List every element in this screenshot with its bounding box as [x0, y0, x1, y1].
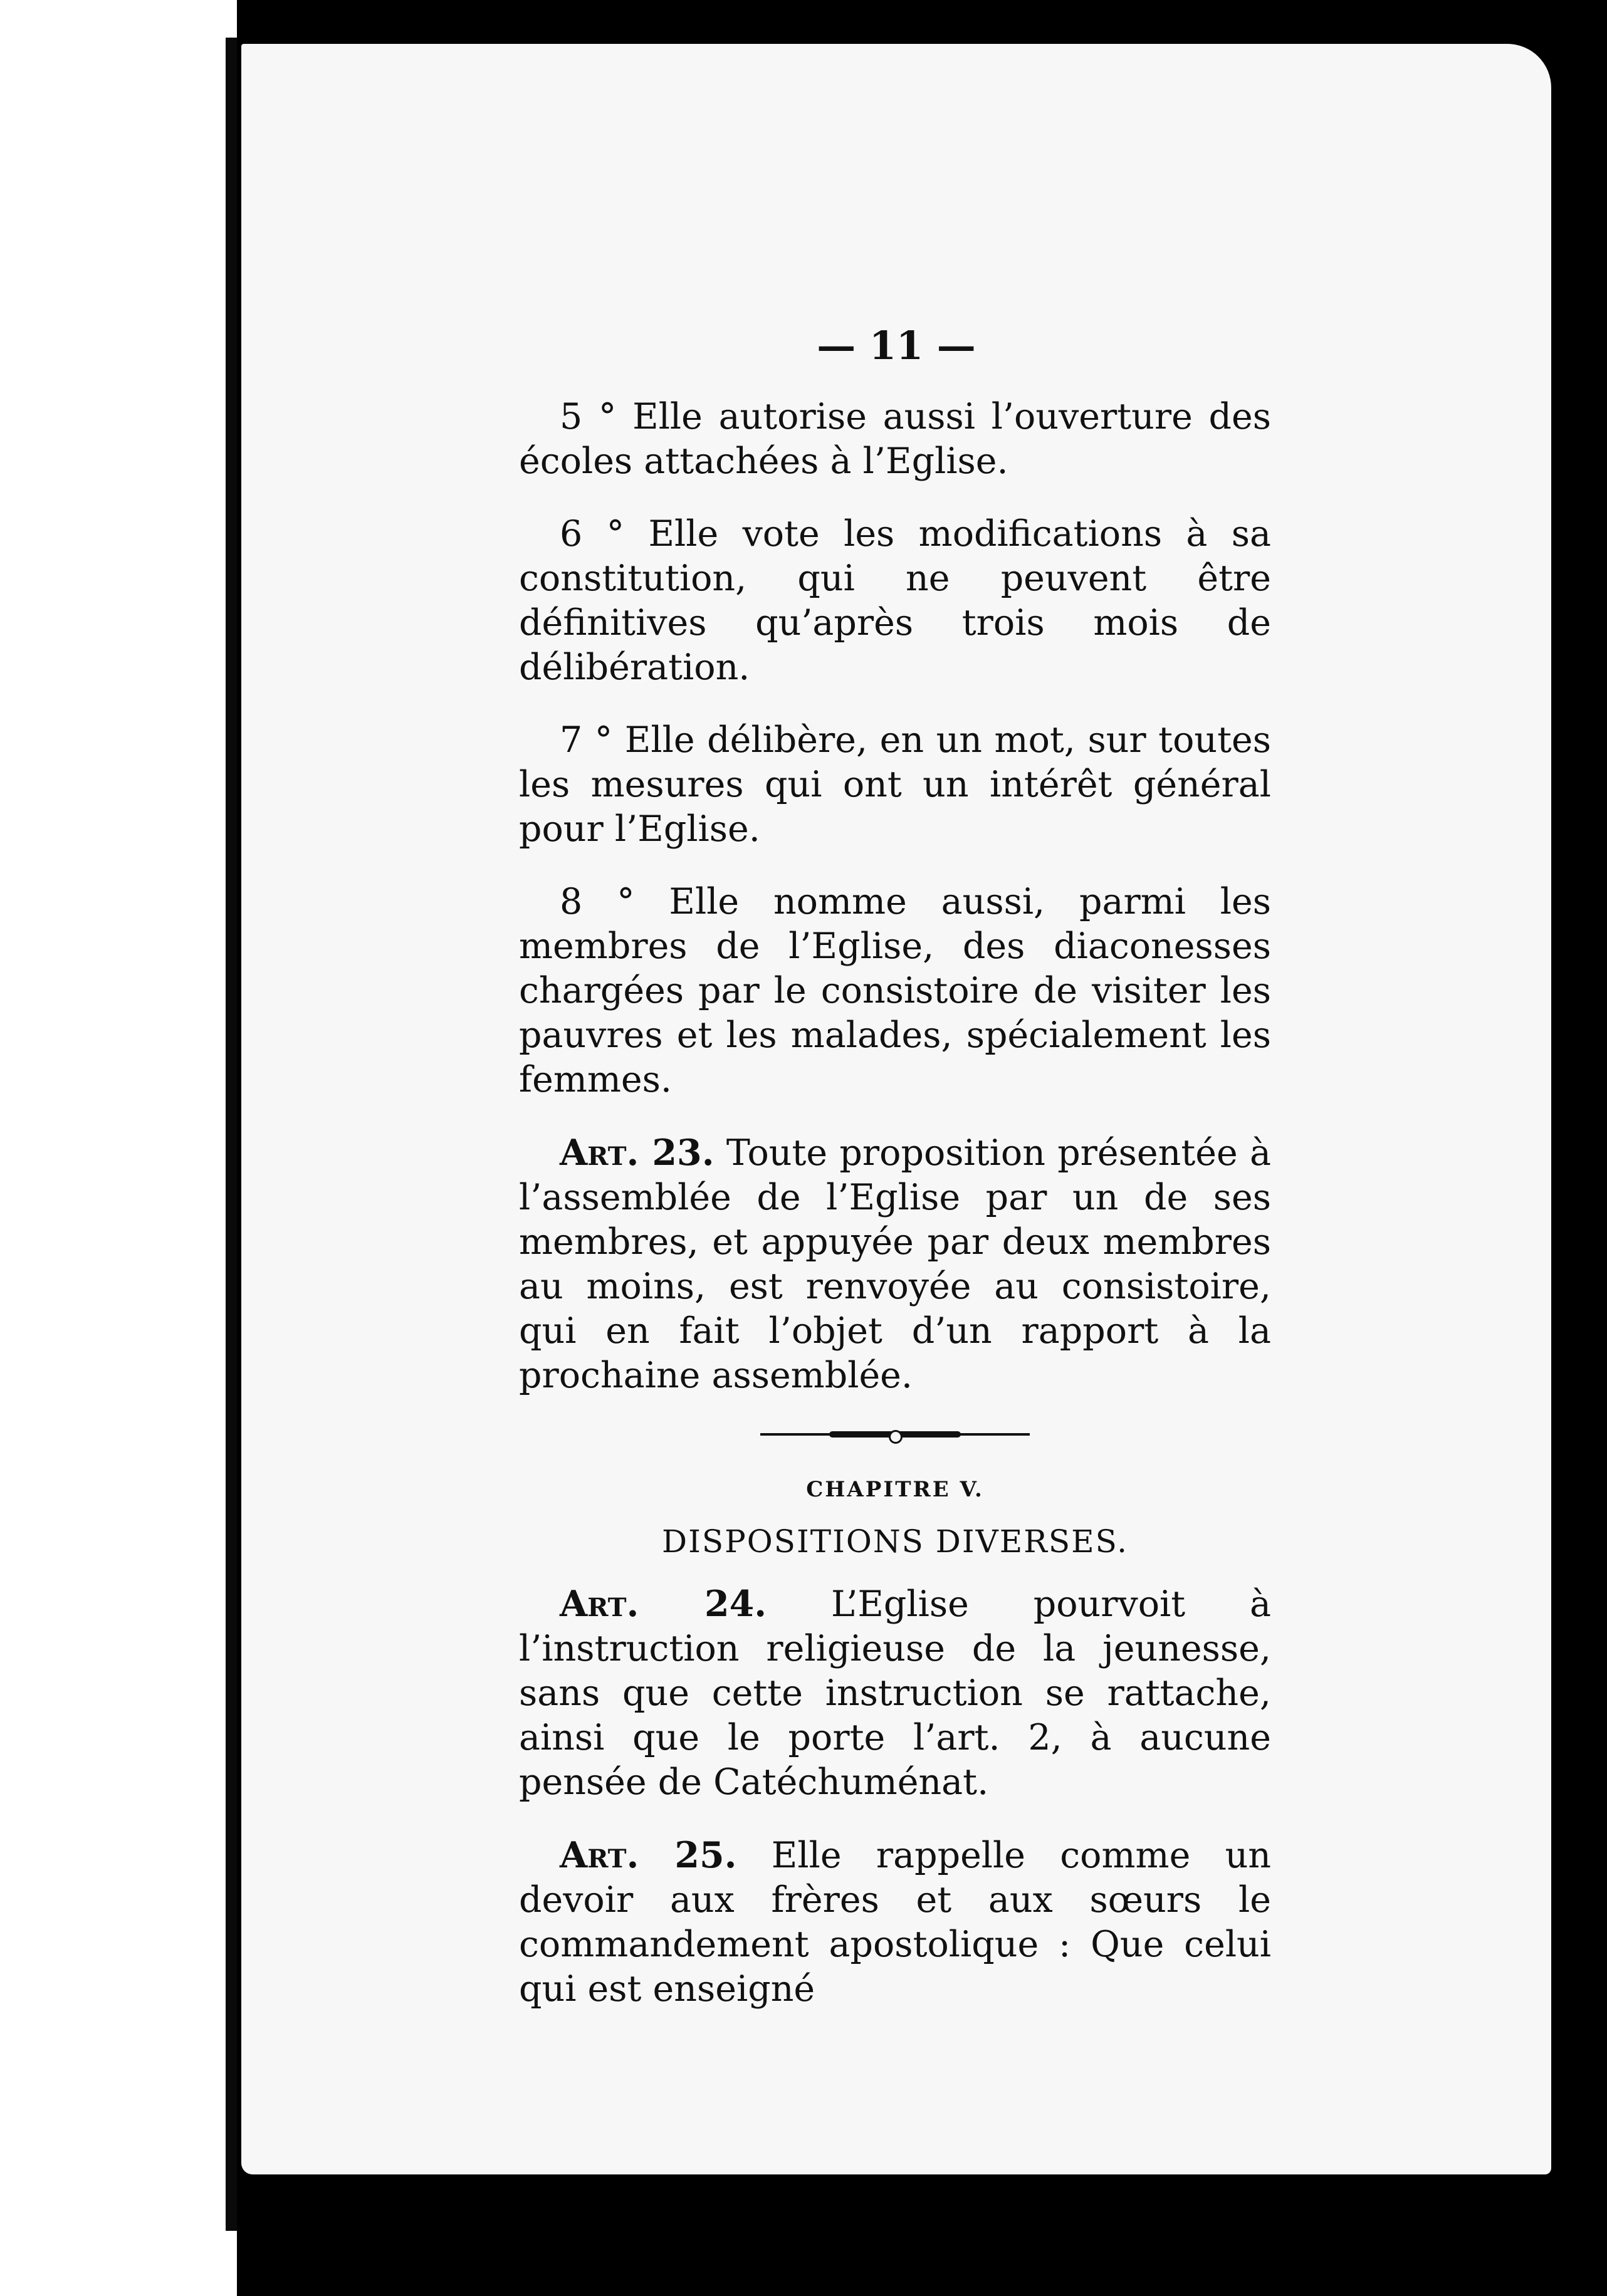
paragraph-item-7: 7 ° Elle délibère, en un mot, sur toutes les mesures qui ont un intérêt général pour l’Eglise.	[519, 719, 1271, 850]
page-body	[519, 395, 1271, 2040]
chapter-heading: CHAPITRE V.	[806, 1477, 984, 1502]
paragraph-item-5: 5 ° Elle autorise aussi l’ouverture des écoles attachées à l’Eglise.	[519, 396, 1271, 482]
book-spine-edge	[226, 38, 237, 2231]
article-23-text: Toute proposition présentée à l’assemblée de l’Eglise par un de ses membres, et appuyée par deux membres au moins, est renvoyée au consistoire, qui en fait l’objet d’un rapport à la prochaine assemblée.	[519, 1132, 1271, 1396]
page-number: — 11 —	[817, 323, 976, 368]
paragraph-item-6: 6 ° Elle vote les modifications à sa constitution, qui ne peuvent être définitives qu’après trois mois de délibération.	[519, 513, 1271, 688]
article-25-text: Elle rappelle comme un devoir aux frères et aux sœurs le commandement apostolique : Que celui qui est enseigné	[519, 1835, 1271, 2010]
paragraph-item-8: 8 ° Elle nomme aussi, parmi les membres de l’Eglise, des diaconesses chargées par le consistoire de visiter les pauvres et les malades, spécialement les femmes.	[519, 881, 1271, 1100]
article-23	[519, 1130, 1271, 1398]
article-24-text: L’Eglise pourvoit à l’instruction religieuse de la jeunesse, sans que cette instruction se rattache, ainsi que le porte l’art. 2, à aucune pensée de Catéchuménat.	[519, 1584, 1271, 1803]
article-24	[519, 1582, 1271, 1805]
article-23-label: Art. 23.	[560, 1132, 715, 1174]
article-25-label: Art. 25.	[560, 1834, 737, 1876]
article-25	[519, 1833, 1271, 2012]
scan-left-margin	[0, 0, 237, 2296]
chapter-title: DISPOSITIONS DIVERSES.	[662, 1523, 1128, 1560]
ornamental-divider	[760, 1426, 1030, 1443]
article-24-label: Art. 24.	[560, 1583, 767, 1625]
